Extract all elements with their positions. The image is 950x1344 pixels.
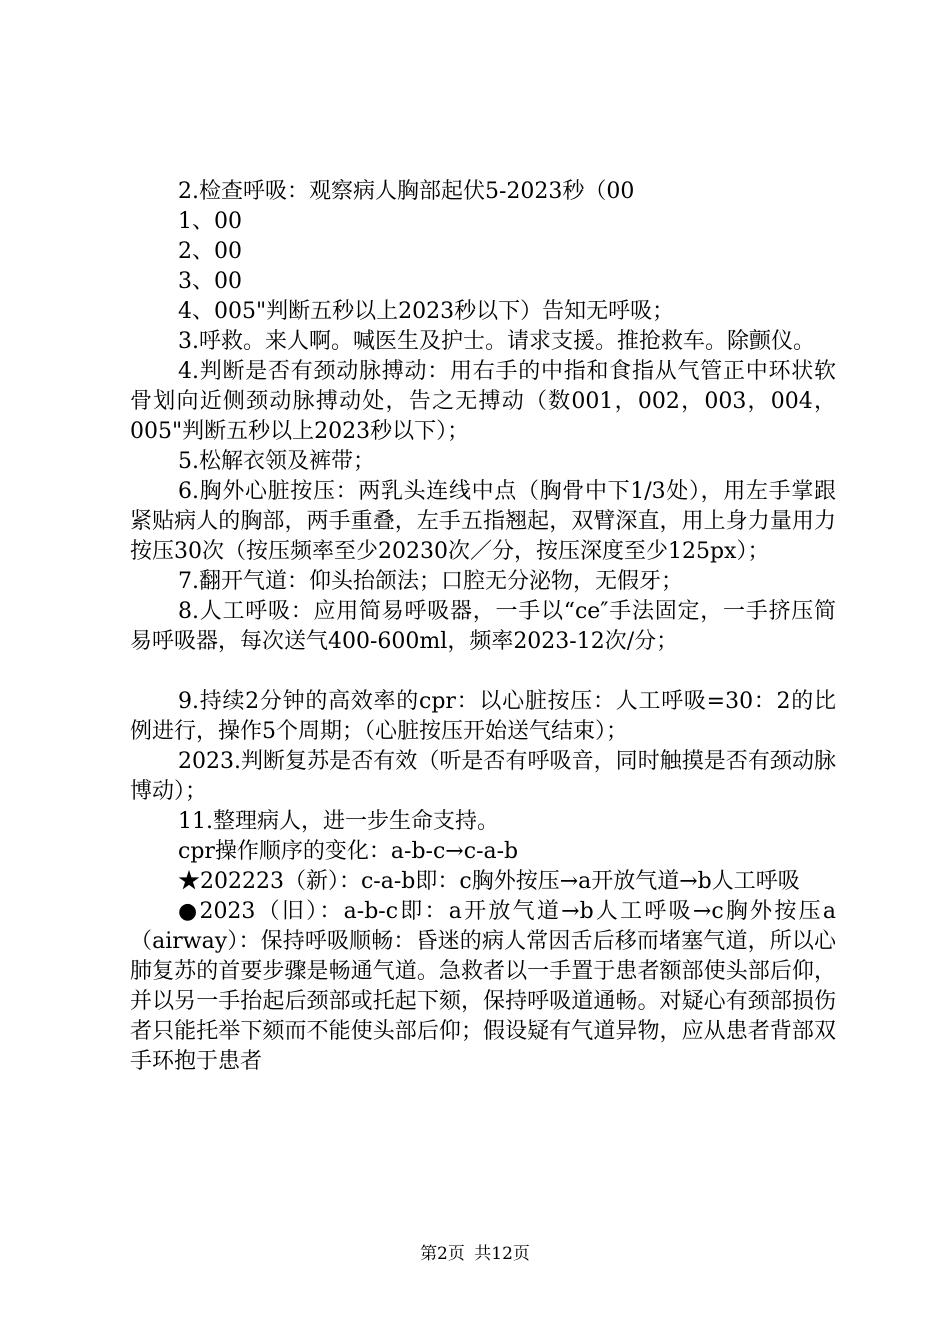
paragraph-carotid-pulse: 4.判断是否有颈动脉搏动：用右手的中指和食指从气管正中环状软骨划向近侧颈动脉搏动处，告之无搏动（数001，002，003，004，005"判断五秒以上2023秒以下）； <box>130 359 836 444</box>
paragraph-old-order: ●2023（旧）：a-b-c即：a开放气道→b人工呼吸→c胸外按压a（airway）：保持呼吸顺畅：昏迷的病人常因舌后移而堵塞气道，所以心肺复苏的首要步骤是畅通气道。急救者以一手置于患者额部使头部后仰，并以另一手抬起后颈部或托起下颏，保持呼吸道通畅。对疑心有颈部损伤者只能托举下颏而不能使头部后仰；假设疑有气道异物，应从患者背部双手环抱于患者 <box>130 899 836 1074</box>
paragraph-count-3: 3、00 <box>178 269 242 294</box>
paragraph-assess-recovery: 2023.判断复苏是否有效（听是否有呼吸音，同时触摸是否有颈动脉博动）； <box>130 749 836 804</box>
paragraph-artificial-respiration: 8.人工呼吸：应用简易呼吸器，一手以“ce″手法固定，一手挤压简易呼吸器，每次送气400-600ml，频率2023-12次/分； <box>130 599 836 654</box>
paragraph-tidy-patient: 11.整理病人，进一步生命支持。 <box>178 809 499 834</box>
paragraph-new-order: ★202223（新）：c-a-b即：c胸外按压→a开放气道→b人工呼吸 <box>178 869 800 894</box>
document-body <box>130 177 836 1077</box>
paragraph-call-help: 3.呼救。来人啊。喊医生及护士。请求支援。推抢救车。除颤仪。 <box>178 329 815 354</box>
paragraph-count-1: 1、00 <box>178 209 242 234</box>
paragraph-open-airway: 7.翻开气道：仰头抬颌法；口腔无分泌物，无假牙； <box>178 569 683 594</box>
page-number: 第2页 <box>420 1244 465 1264</box>
paragraph-count-2: 2、00 <box>178 239 242 264</box>
paragraph-loosen-collar: 5.松解衣领及裤带； <box>178 449 375 474</box>
paragraph-cpr-order-change: cpr操作顺序的变化：a-b-c→c-a-b <box>178 839 519 864</box>
paragraph-continuous-cpr: 9.持续2分钟的高效率的cpr：以心脏按压：人工呼吸=30：2的比例进行，操作5个周期；（心脏按压开始送气结束）； <box>130 689 836 744</box>
page-footer <box>0 1242 950 1266</box>
paragraph-chest-compression: 6.胸外心脏按压：两乳头连线中点（胸骨中下1/3处），用左手掌跟紧贴病人的胸部，两手重叠，左手五指翘起，双臂深直，用上身力量用力按压30次（按压频率至少20230次／分，按压深度至少125px）； <box>130 479 836 564</box>
page-total: 共12页 <box>474 1244 530 1264</box>
paragraph-spacer <box>130 657 836 687</box>
paragraph-count-4: 4、005"判断五秒以上2023秒以下）告知无呼吸； <box>178 299 675 324</box>
paragraph-check-breathing: 2.检查呼吸：观察病人胸部起伏5-2023秒（00 <box>178 179 635 204</box>
